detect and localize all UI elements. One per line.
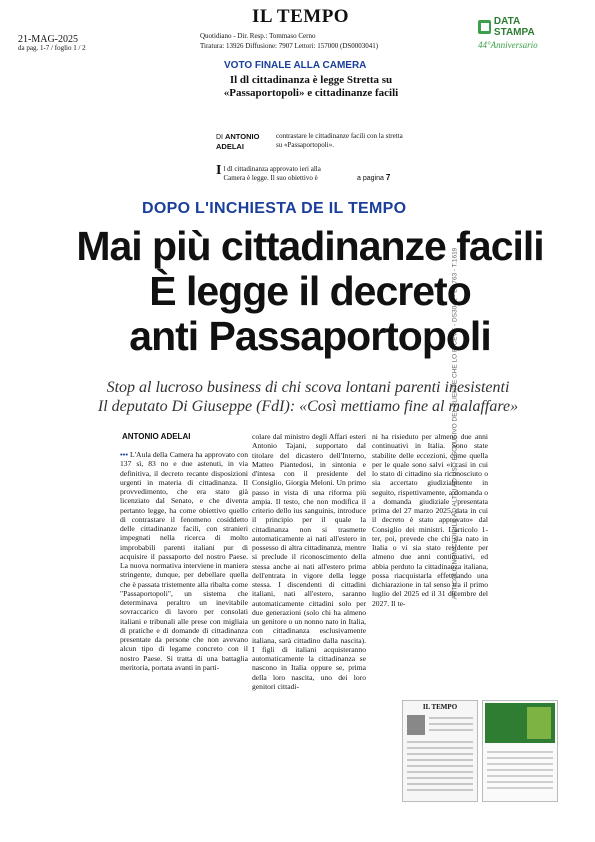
thumbnail-line (407, 789, 473, 791)
article-headline (60, 224, 560, 359)
headline-line-2: È legge il decreto (149, 268, 471, 314)
article-byline: ANTONIO ADELAI (122, 432, 191, 441)
data-stampa-icon (478, 20, 491, 34)
teaser-page-ref (357, 173, 390, 182)
thumbnail-line (487, 769, 553, 771)
thumbnail-line (407, 783, 473, 785)
masthead: IL TEMPO (252, 6, 350, 27)
teaser-body-left (216, 165, 336, 183)
data-stampa-brand: DATA STAMPA (493, 16, 535, 38)
teaser-author (216, 132, 259, 152)
deck-line-1: Stop al lucroso business di chi scova lontani parenti inesistenti (106, 379, 510, 396)
page-reference: da pag. 1-7 / foglio 1 / 2 (18, 44, 86, 52)
thumbnail-line (487, 787, 553, 789)
article-deck (48, 378, 568, 416)
headline-line-1: Mai più cittadinanze facili (76, 223, 544, 269)
inside-page-thumbnail (482, 700, 558, 802)
thumbnail-line (407, 747, 473, 749)
deck-line-2: Il deputato Di Giuseppe (FdI): «Così mettiamo fine al malaffare» (97, 398, 519, 415)
thumbnail-line (407, 753, 473, 755)
thumbnail-line (407, 765, 473, 767)
thumbnail-line (487, 775, 553, 777)
thumbnail-line (487, 781, 553, 783)
anniversary-label: 44°Anniversario (478, 40, 538, 50)
article-column-1 (120, 450, 248, 672)
vertical-disclaimer: ARTICOLO NON CEDIBILE AD ALTRI AD USO ESCLUSIVO DEL CLIENTE CHE LO RICEVE - DS3041 - L.1763 - T.1619 (451, 247, 459, 600)
teaser-body-right: contrastare le cittadinanze facili con la stretta su «Passaportopoli». (276, 132, 403, 149)
teaser-page-number: 7 (385, 173, 391, 182)
article-column-2: colare dal ministro degli Affari esteri Antonio Tajani, supportato dal titolare del dicastero dell'Interno, Matteo Piantedosi, in sintonia e d'intesa con il presidente del Consiglio, Giorgia Meloni. Un primo passo in vista di una riforma più ampia. Il testo, che non modifica il criterio dello ius sanguinis, introduce il principio per il quale la cittadinanza non si trasmette automaticamente ai nati all'estero in possesso di altra cittadinanza, mentre si preclude il riconoscimento della stessa anche ai nati all'estero prima dell'entrata in vigore della legge stessa. I discendenti di cittadini italiani, nati all'estero, saranno automaticamente cittadini solo per due generazioni (solo chi ha almeno un genitore o un nonno nato in Italia, con cittadinanza esclusivamente italiana, sarà cittadino dalla nascita). I figli di italiani acquisteranno automaticamente la cittadinanza se nascono in Italia oppure se, prima della loro nascita, uno dei loro genitori cittadi- (252, 432, 366, 691)
thumbnail-line (407, 741, 473, 743)
article-column-3: ni ha risieduto per almeno due anni continuativi in Italia. Sono state stabilite delle eccezioni, come quella per le quale sono salvi «i casi in cui lo stato di cittadino sia riconosciuto o sia accertato giudizialmente in seguito, rispettivamente, a domanda o a domanda giudiziale presentata prima del 27 marzo 2025, data in cui il decreto è stato approvato» dal Consiglio dei ministri. L'articolo 1-ter, poi, prevede che chi sia nato in Italia o vi sia stato residente per almeno due anni continuativi, ed abbia perduto la cittadinanza italiana, possa riacquistarla effettuando una dichiarazione in tal senso tra il primo luglio del 2025 ed il 31 dicembre del 2027. Il te- (372, 432, 488, 608)
thumbnail-line (487, 763, 553, 765)
teaser-dropcap: I (216, 163, 222, 178)
teaser-subhead: Il dl cittadinanza è legge Stretta su «Passaportopoli» e cittadinanze facili (223, 74, 399, 99)
teaser-body-text: l dl cittadinanza approvato ieri alla Camera è legge. Il suo obiettivo è (223, 165, 321, 182)
column-1-text: L'Aula della Camera ha approvato con 137 sì, 83 no e due astenuti, in via definitiva, il decreto recante disposizioni urgenti in materia di cittadinanza. Il provvedimento, che era stato già licenziato dal Senato, e che diventa pertanto legge, ha come obiettivo quello di contrastare il fenomeno cosiddetto delle cittadinanze facili, con stranieri impegnati nella ricerca di molto improbabili parenti italiani pur di acquisire il passaporto del nostro Paese. La nuova normativa interviene in maniera stringente, dunque, per debellare quella che è passata tristemente alla ribalta come "Passaportopoli", un sistema che determinava peraltro un inevitabile sovraccarico di lavoro per consolati italiani e tribunali alle prese con migliaia di pratiche e di domande di cittadinanza presentate da persone che non avevano alcun tipo di legame concreto con il nostro Paese. Si tratta di una battaglia meritoria, portata avanti in parti- (120, 450, 248, 672)
thumbnail-photo (527, 707, 551, 739)
teaser-author-first: ANTONIO (224, 132, 260, 141)
teaser-di: DI (216, 134, 223, 141)
bullet-marker: ••• (120, 450, 128, 459)
teaser-kicker: VOTO FINALE ALLA CAMERA (224, 60, 367, 71)
article-date: 21-MAG-2025 (18, 34, 78, 45)
thumbnail-line (407, 759, 473, 761)
thumbnail-line (487, 751, 553, 753)
headline-line-3: anti Passaportopoli (129, 313, 491, 359)
thumbnail-photo (407, 715, 425, 735)
teaser-author-last: ADELAI (216, 142, 244, 151)
circulation-info: Tiratura: 13926 Diffusione: 7907 Lettori: 157000 (DS0003041) (200, 42, 379, 50)
front-page-thumbnail (402, 700, 478, 802)
thumbnail-line (487, 757, 553, 759)
thumbnail-line (407, 771, 473, 773)
thumbnail-masthead: IL TEMPO (422, 703, 458, 711)
teaser-page-prefix: a pagina (357, 175, 384, 182)
thumbnail-line (429, 723, 473, 725)
data-stampa-logo (478, 18, 558, 36)
thumbnail-line (429, 729, 473, 731)
publication-info: Quotidiano - Dir. Resp.: Tommaso Cerno (200, 32, 316, 40)
thumbnail-line (407, 777, 473, 779)
thumbnail-line (429, 717, 473, 719)
article-kicker: DOPO L'INCHIESTA DE IL TEMPO (142, 200, 407, 217)
